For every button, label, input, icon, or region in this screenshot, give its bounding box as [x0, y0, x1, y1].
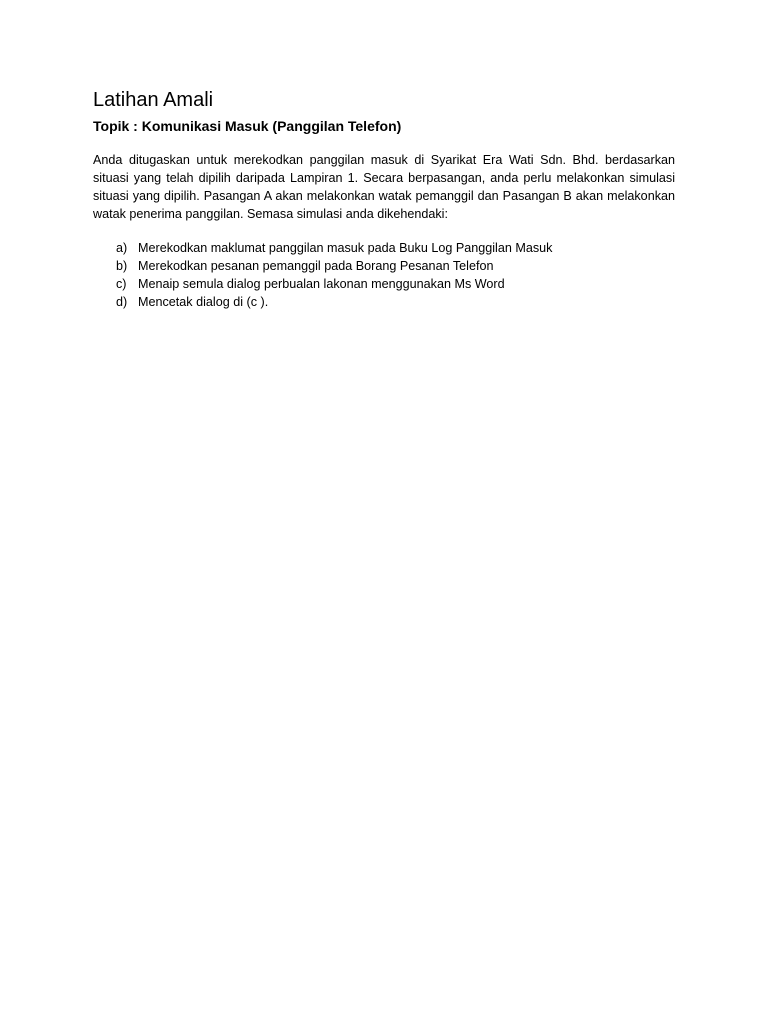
list-marker: b) [116, 259, 128, 273]
task-list [93, 239, 675, 311]
list-item [93, 257, 675, 275]
list-item-text: Merekodkan maklumat panggilan masuk pada Buku Log Panggilan Masuk [138, 241, 553, 255]
list-item [93, 293, 675, 311]
list-marker: c) [116, 277, 127, 291]
list-item-text: Mencetak dialog di (c ). [138, 295, 269, 309]
list-item-text: Menaip semula dialog perbualan lakonan menggunakan Ms Word [138, 277, 505, 291]
list-marker: d) [116, 295, 128, 309]
document-title: Latihan Amali [93, 89, 214, 111]
document-subtitle: Topik : Komunikasi Masuk (Panggilan Telefon) [93, 118, 402, 134]
list-item [93, 275, 675, 293]
list-item [93, 239, 675, 257]
document-page [93, 86, 675, 311]
list-marker: a) [116, 241, 128, 255]
list-item-text: Merekodkan pesanan pemanggil pada Borang Pesanan Telefon [138, 259, 494, 273]
intro-paragraph: Anda ditugaskan untuk merekodkan panggilan masuk di Syarikat Era Wati Sdn. Bhd. berdasarkan situasi yang telah dipilih daripada Lampiran 1. Secara berpasangan, anda perlu melakonkan simulasi situasi yang dipilih. Pasangan A akan melakonkan watak pemanggil dan Pasangan B akan melakonkan watak penerima panggilan. Semasa simulasi anda dikehendaki: [93, 153, 675, 221]
